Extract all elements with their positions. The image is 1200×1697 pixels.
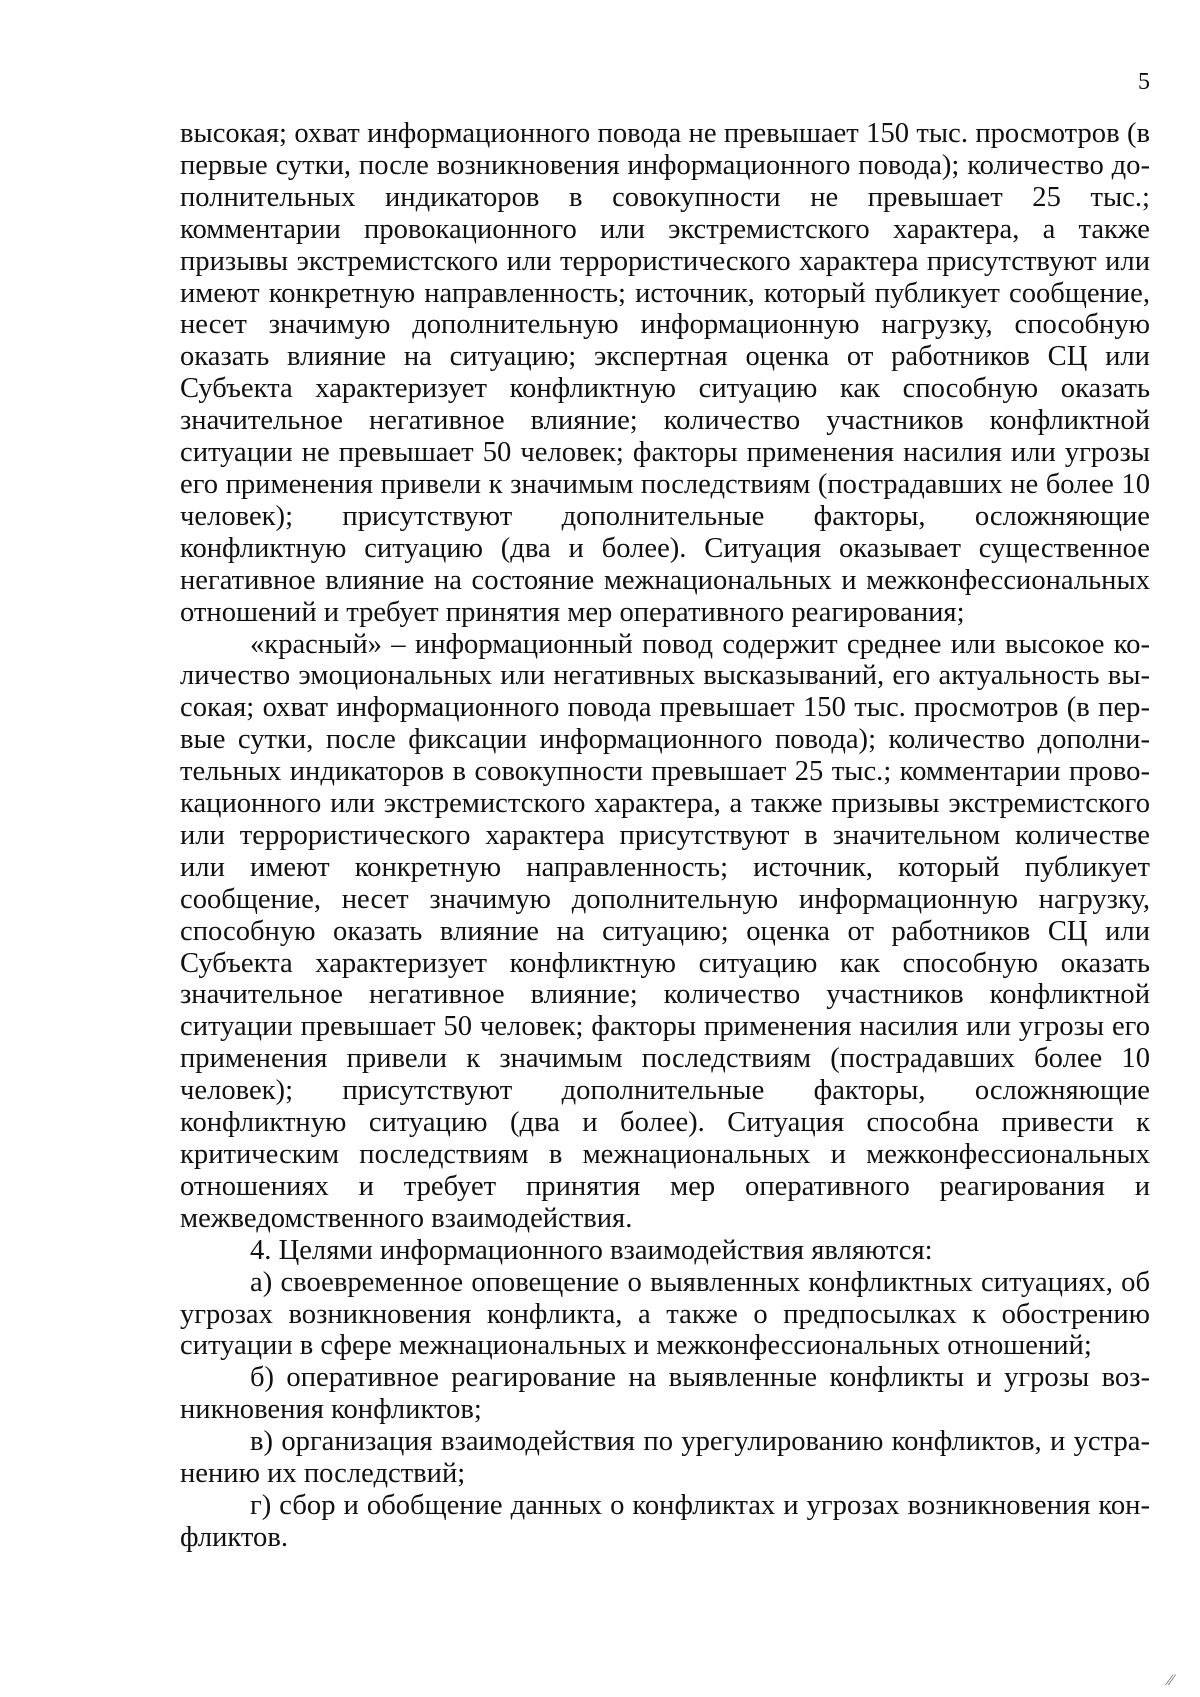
paragraph-item-a: а) своевременное оповещение о выявленных конфликтных ситуациях, об угрозах возникновения конфликта, а также о предпосылках к обострению ситуации в сфере межнациональных и межконфессиональных отношений; bbox=[180, 1266, 1150, 1362]
paragraph-item-v: в) организация взаимодействия по урегулированию конфликтов, и устранению их последствий; bbox=[180, 1426, 1150, 1490]
page-number: 5 bbox=[1138, 69, 1150, 95]
paragraph-red-level: «красный» – информационный повод содержит среднее или высокое количество эмоциональных или негативных высказываний, его актуальность высокая; охват информационного повода превышает 150 тыс. просмотров (в первые сутки, после фиксации информационного повода); количество дополнительных индикаторов в совокупности превышает 25 тыс.; комментарии провокационного или экстремистского характера, а также призывы экстремистского или террористического характера присутствуют в значительном количестве или имеют конкретную направленность; источник, который публикует сообщение, несет значимую дополнительную информационную нагрузку, способную оказать влияние на ситуацию; оценка от работников СЦ или Субъекта характеризует конфликтную ситуацию как способную оказать значительное негативное влияние; количество участников конфликтной ситуации превышает 50 человек; факторы применения насилия или угрозы его применения привели к значимым последствиям (пострадавших более 10 человек); присутствуют дополнительные факторы, осложняющие конфликтную ситуацию (два и более). Ситуация способна привести к критическим последствиям в межнациональных и межконфессиональных отношениях и требует принятия мер оперативного реагирования и межведомственного взаимодействия. bbox=[180, 628, 1150, 1234]
paragraph-item-g: г) сбор и обобщение данных о конфликтах и угрозах возникновения конфликтов. bbox=[180, 1489, 1150, 1553]
paragraph-section-4-heading: 4. Целями информационного взаимодействия являются: bbox=[250, 1234, 933, 1266]
corner-handwritten-mark: ⁄⁄ bbox=[1168, 1672, 1174, 1689]
body-text bbox=[180, 118, 1150, 1554]
paragraph-item-b: б) оперативное реагирование на выявленные конфликты и угрозы возникновения конфликтов; bbox=[180, 1362, 1150, 1426]
paragraph-yellow-level-continuation: высокая; охват информационного повода не превышает 150 тыс. просмотров (в первые сутки, после возникновения информационного повода); количество дополнительных индикаторов в совокупности не превышает 25 тыс.; комментарии провокационного или экстремистского характера, а также призывы экстремистского или террористического характера присутствуют или имеют конкретную направленность; источник, который публикует сообщение, несет значимую дополнительную информационную нагрузку, способную оказать влияние на ситуацию; экспертная оценка от работников СЦ или Субъекта характеризует конфликтную ситуацию как способную оказать значительное негативное влияние; количество участников конфликтной ситуации не превышает 50 человек; факторы применения насилия или угрозы его применения привели к значимым последствиям (пострадавших не более 10 человек); присутствуют дополнительные факторы, осложняющие конфликтную ситуацию (два и более). Ситуация оказывает существенное негативное влияние на состояние межнациональных и межконфессиональных отношений и требует принятия мер оперативного реагирования; bbox=[180, 118, 1150, 628]
